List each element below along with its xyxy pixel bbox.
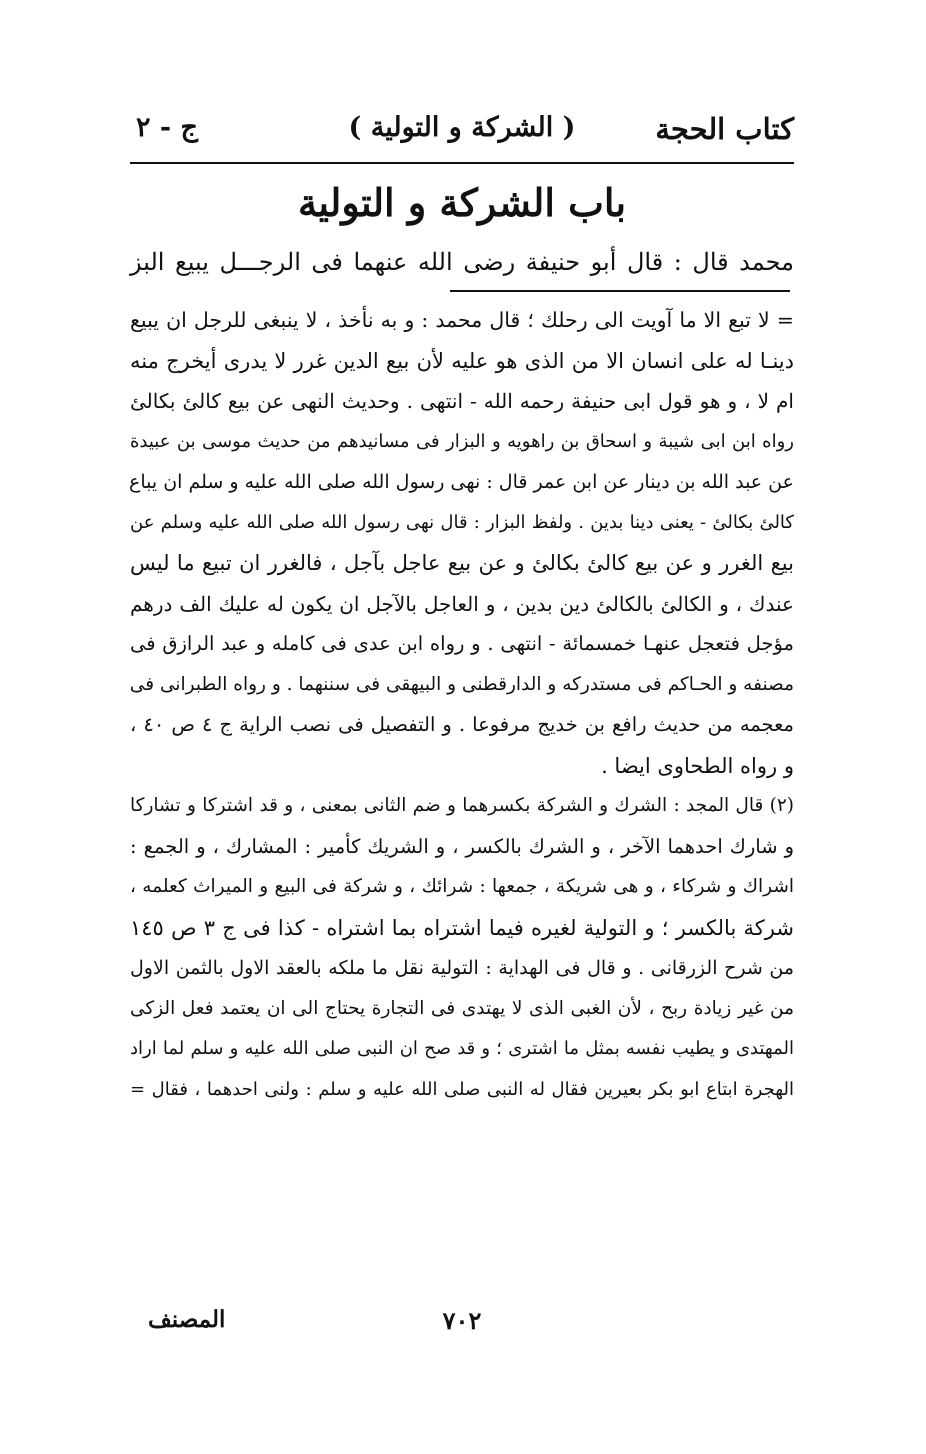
footnote-line: و شارك احدهما الآخر ، و الشرك بالكسر ، و الشريك كأمير : المشارك ، و الجمع : xyxy=(130,834,794,858)
footnotes xyxy=(130,300,794,1110)
footnote-line: (٢) قال المجد : الشرك و الشركة بكسرهما و ضم الثانى بمعنى ، و قد اشتركا و تشاركا xyxy=(130,795,794,816)
footnote-line: دينـا له على انسان الا من الذى هو عليه لأن بيع الدين غرر لا يدرى أيخرج منه xyxy=(130,348,794,373)
footnote-line: مصنفه و الحـاكم فى مستدركه و الدارقطنى و البيهقى فى سننهما . و رواه الطبرانى فى xyxy=(129,673,794,695)
footer-signature: المصنف xyxy=(148,1306,226,1333)
book-title: كتاب الحجة xyxy=(655,112,794,146)
footnote-line: شركة بالكسر ؛ و التولية لغيره فيما اشتراه بما اشتراه - كذا فى ج ٣ ص ١٤٥ xyxy=(130,915,794,940)
footnote-line: المهتدى و يطيب نفسه بمثل ما اشترى ؛ و قد صح ان النبى صلى الله عليه و سلم لما اراد xyxy=(130,1038,794,1059)
footnote-line: اشراك و شركاء ، و هى شريكة ، جمعها : شرائك ، و شركة فى البيع و الميراث كعلمه ، xyxy=(130,876,794,897)
footnote-line: من غير زيادة ربح ، لأن الغبى الذى لا يهتدى فى التجارة يحتاج الى ان يعتمد فعل الزكى xyxy=(130,997,794,1019)
footnote-line: عندك ، و الكالئ بالكالئ دين بدين ، و العاجل بالآجل ان يكون له عليك الف درهم xyxy=(130,591,794,616)
footnote-separator xyxy=(450,290,790,292)
footnote-line: رواه ابن ابى شيبة و اسحاق بن راهويه و البزار فى مسانيدهم من حديث موسى بن عبيدة xyxy=(130,430,794,452)
footnote-line: و رواه الطحاوى ايضا . xyxy=(601,753,794,778)
footnote-line: بيع الغرر و عن بيع كالئ بكالئ و عن بيع عاجل بآجل ، فالغرر ان تبيع ما ليس xyxy=(130,551,794,575)
footnote-line: من شرح الزرقانى . و قال فى الهداية : التولية نقل ما ملكه بالعقد الاول بالثمن الاول xyxy=(130,957,794,979)
main-text-line: محمد قال : قال أبو حنيفة رضى الله عنهما فى الرجـــل يبيع البز xyxy=(130,248,794,276)
footnote-line: مؤجل فتعجل عنهـا خمسمائة - انتهى . و رواه ابن عدى فى كامله و عبد الرازق فى xyxy=(130,632,794,655)
chapter-title: باب الشركة و التولية xyxy=(297,180,627,225)
running-header xyxy=(130,112,794,156)
header-rule xyxy=(130,162,794,164)
volume-label: ج - ٢ xyxy=(136,112,198,143)
footnote-line: عن عبد الله بن دينار عن ابن عمر قال : نهى رسول الله صلى الله عليه و سلم ان يباع xyxy=(129,471,794,493)
footnote-line: معجمه من حديث رافع بن خديج مرفوعا . و التفصيل فى نصب الراية ج ٤ ص ٤٠ ، xyxy=(130,713,794,736)
footnote-line: الهجرة ابتاع ابو بكر بعيرين فقال له النبى صلى الله عليه و سلم : ولنى احدهما ، فقال = xyxy=(130,1078,794,1100)
footnote-line: ام لا ، و هو قول ابى حنيفة رحمه الله - انتهى . وحديث النهى عن بيع كالئ بكالئ xyxy=(130,389,794,413)
footnote-line: = لا تبع الا ما آويت الى رحلك ؛ قال محمد : و به نأخذ ، لا ينبغى للرجل ان يبيع xyxy=(130,308,794,332)
section-title: ( الشركة و التولية ) xyxy=(348,112,576,143)
footnote-line: كالئ بكالئ - يعنى دينا بدين . ولفظ البزار : قال نهى رسول الله صلى الله عليه وسلم عن xyxy=(130,511,794,533)
page-footer xyxy=(130,1306,794,1346)
page-number: ٧٠٢ xyxy=(442,1306,482,1335)
